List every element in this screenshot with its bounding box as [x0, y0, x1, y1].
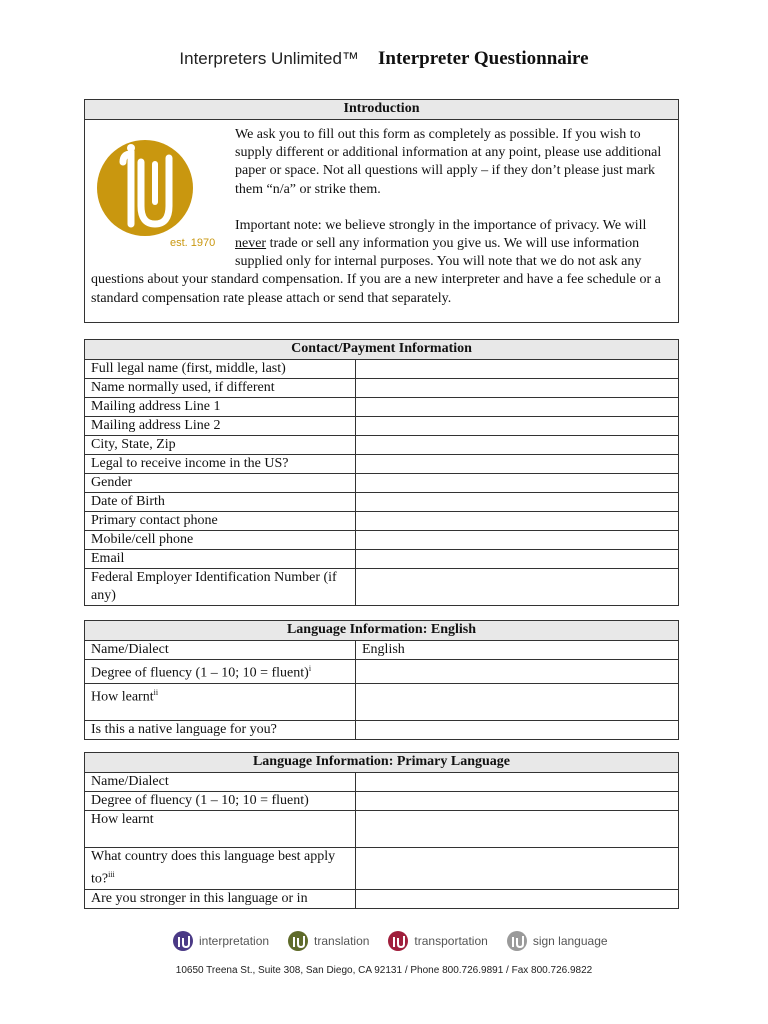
table-row [85, 848, 679, 890]
field-label: Name/Dialect [85, 641, 356, 660]
introduction-section [84, 99, 679, 323]
iu-mark-icon [287, 930, 311, 952]
service-translation [287, 930, 369, 952]
table-row [85, 512, 679, 531]
mobile-phone-field[interactable] [356, 531, 679, 550]
introduction-paragraph-2: Important note: we believe strongly in the importance of privacy. We will never trade or sell any information you give us. We will use information supplied only for internal purposes. You will note that we do not ask any questions about your standard compensation. If you are a new interpreter and have a fee schedule or a standard compensation rate please attach or send that separately. [91, 217, 661, 306]
table-row [85, 531, 679, 550]
table-row [85, 436, 679, 455]
table-row [85, 474, 679, 493]
table-row [85, 417, 679, 436]
table-row [85, 683, 679, 720]
page-title: Interpreter Questionnaire [378, 48, 589, 69]
service-interpretation [172, 930, 269, 952]
primary-stronger-field[interactable] [356, 889, 679, 908]
service-label: translation [314, 934, 370, 948]
fein-field[interactable] [356, 569, 679, 606]
field-label: Legal to receive income in the US? [85, 455, 356, 474]
english-how-learnt-field[interactable] [356, 683, 679, 720]
primary-fluency-field[interactable] [356, 792, 679, 811]
field-label: Email [85, 550, 356, 569]
service-logos [172, 928, 612, 954]
address-line-1-field[interactable] [356, 398, 679, 417]
field-label: Degree of fluency (1 – 10; 10 = fluent)$^i$ [85, 660, 356, 684]
field-label: What country does this language best apply to?$^{iii}$ [85, 848, 356, 890]
field-label: Mobile/cell phone [85, 531, 356, 550]
field-label: Full legal name (first, middle, last) [85, 360, 356, 379]
address-line-2-field[interactable] [356, 417, 679, 436]
never-emphasis: never [235, 236, 267, 252]
service-transportation [387, 930, 487, 952]
primary-dialect-field[interactable] [356, 773, 679, 792]
field-label: Mailing address Line 1 [85, 398, 356, 417]
primary-language-section [84, 752, 679, 909]
field-label: How learnt [85, 811, 356, 848]
brand-name: Interpreters Unlimited™ [179, 49, 359, 68]
primary-country-field[interactable] [356, 848, 679, 890]
endnote-marker: i [308, 664, 312, 673]
endnote-marker: ii [153, 687, 159, 697]
legal-income-field[interactable] [356, 455, 679, 474]
table-row [85, 455, 679, 474]
table-row [85, 493, 679, 512]
service-sign-language [506, 930, 608, 952]
iu-mark-icon [172, 930, 196, 952]
field-label: Gender [85, 474, 356, 493]
table-row [85, 641, 679, 660]
field-label: Name normally used, if different [85, 379, 356, 398]
service-label: transportation [414, 934, 488, 948]
table-row [85, 792, 679, 811]
field-label: Degree of fluency (1 – 10; 10 = fluent) [85, 792, 356, 811]
primary-phone-field[interactable] [356, 512, 679, 531]
full-legal-name-field[interactable] [356, 360, 679, 379]
table-row [85, 811, 679, 848]
table-row [85, 889, 679, 908]
introduction-paragraph-1: We ask you to fill out this form as completely as possible. If you wish to supply different or additional information at any point, please use additional paper or space. Not all questions will apply – if they don’t please just mark them “n/a” or strike them. [235, 127, 662, 197]
service-label: sign language [532, 934, 608, 948]
gender-field[interactable] [356, 474, 679, 493]
name-used-field[interactable] [356, 379, 679, 398]
field-label: Mailing address Line 2 [85, 417, 356, 436]
field-label: How learnt$^{ii}$ [85, 683, 356, 720]
english-native-field[interactable] [356, 720, 679, 739]
field-label: City, State, Zip [85, 436, 356, 455]
english-fluency-field[interactable] [356, 660, 679, 684]
introduction-heading: Introduction [85, 100, 679, 120]
email-field[interactable] [356, 550, 679, 569]
table-row [85, 550, 679, 569]
page-header [0, 48, 768, 70]
contact-payment-heading: Contact/Payment Information [85, 340, 679, 360]
service-label: interpretation [199, 934, 270, 948]
field-label: Name/Dialect [85, 773, 356, 792]
field-label: Is this a native language for you? [85, 720, 356, 739]
city-state-zip-field[interactable] [356, 436, 679, 455]
table-row [85, 398, 679, 417]
table-row [85, 360, 679, 379]
footer-address: 10650 Treena St., Suite 308, San Diego, CA 92131 / Phone 800.726.9891 / Fax 800.726.9822 [175, 965, 593, 976]
table-row [85, 379, 679, 398]
english-heading: Language Information: English [85, 621, 679, 641]
field-label: Primary contact phone [85, 512, 356, 531]
field-label: Date of Birth [85, 493, 356, 512]
field-label: Are you stronger in this language or in [85, 889, 356, 908]
date-of-birth-field[interactable] [356, 493, 679, 512]
english-language-section [84, 620, 679, 740]
table-row [85, 569, 679, 606]
iu-logo [95, 136, 223, 256]
table-row [85, 720, 679, 739]
iu-mark-icon [506, 930, 530, 952]
primary-language-heading: Language Information: Primary Language [85, 753, 679, 773]
endnote-marker: iii [108, 870, 115, 879]
contact-payment-section [84, 339, 679, 606]
english-dialect-field[interactable]: English [356, 641, 679, 660]
primary-how-learnt-field[interactable] [356, 811, 679, 848]
table-row [85, 773, 679, 792]
field-label: Federal Employer Identification Number (if any) [85, 569, 356, 606]
iu-mark-icon [387, 930, 411, 952]
table-row [85, 660, 679, 684]
logo-established-caption: est. 1970 [170, 237, 216, 249]
